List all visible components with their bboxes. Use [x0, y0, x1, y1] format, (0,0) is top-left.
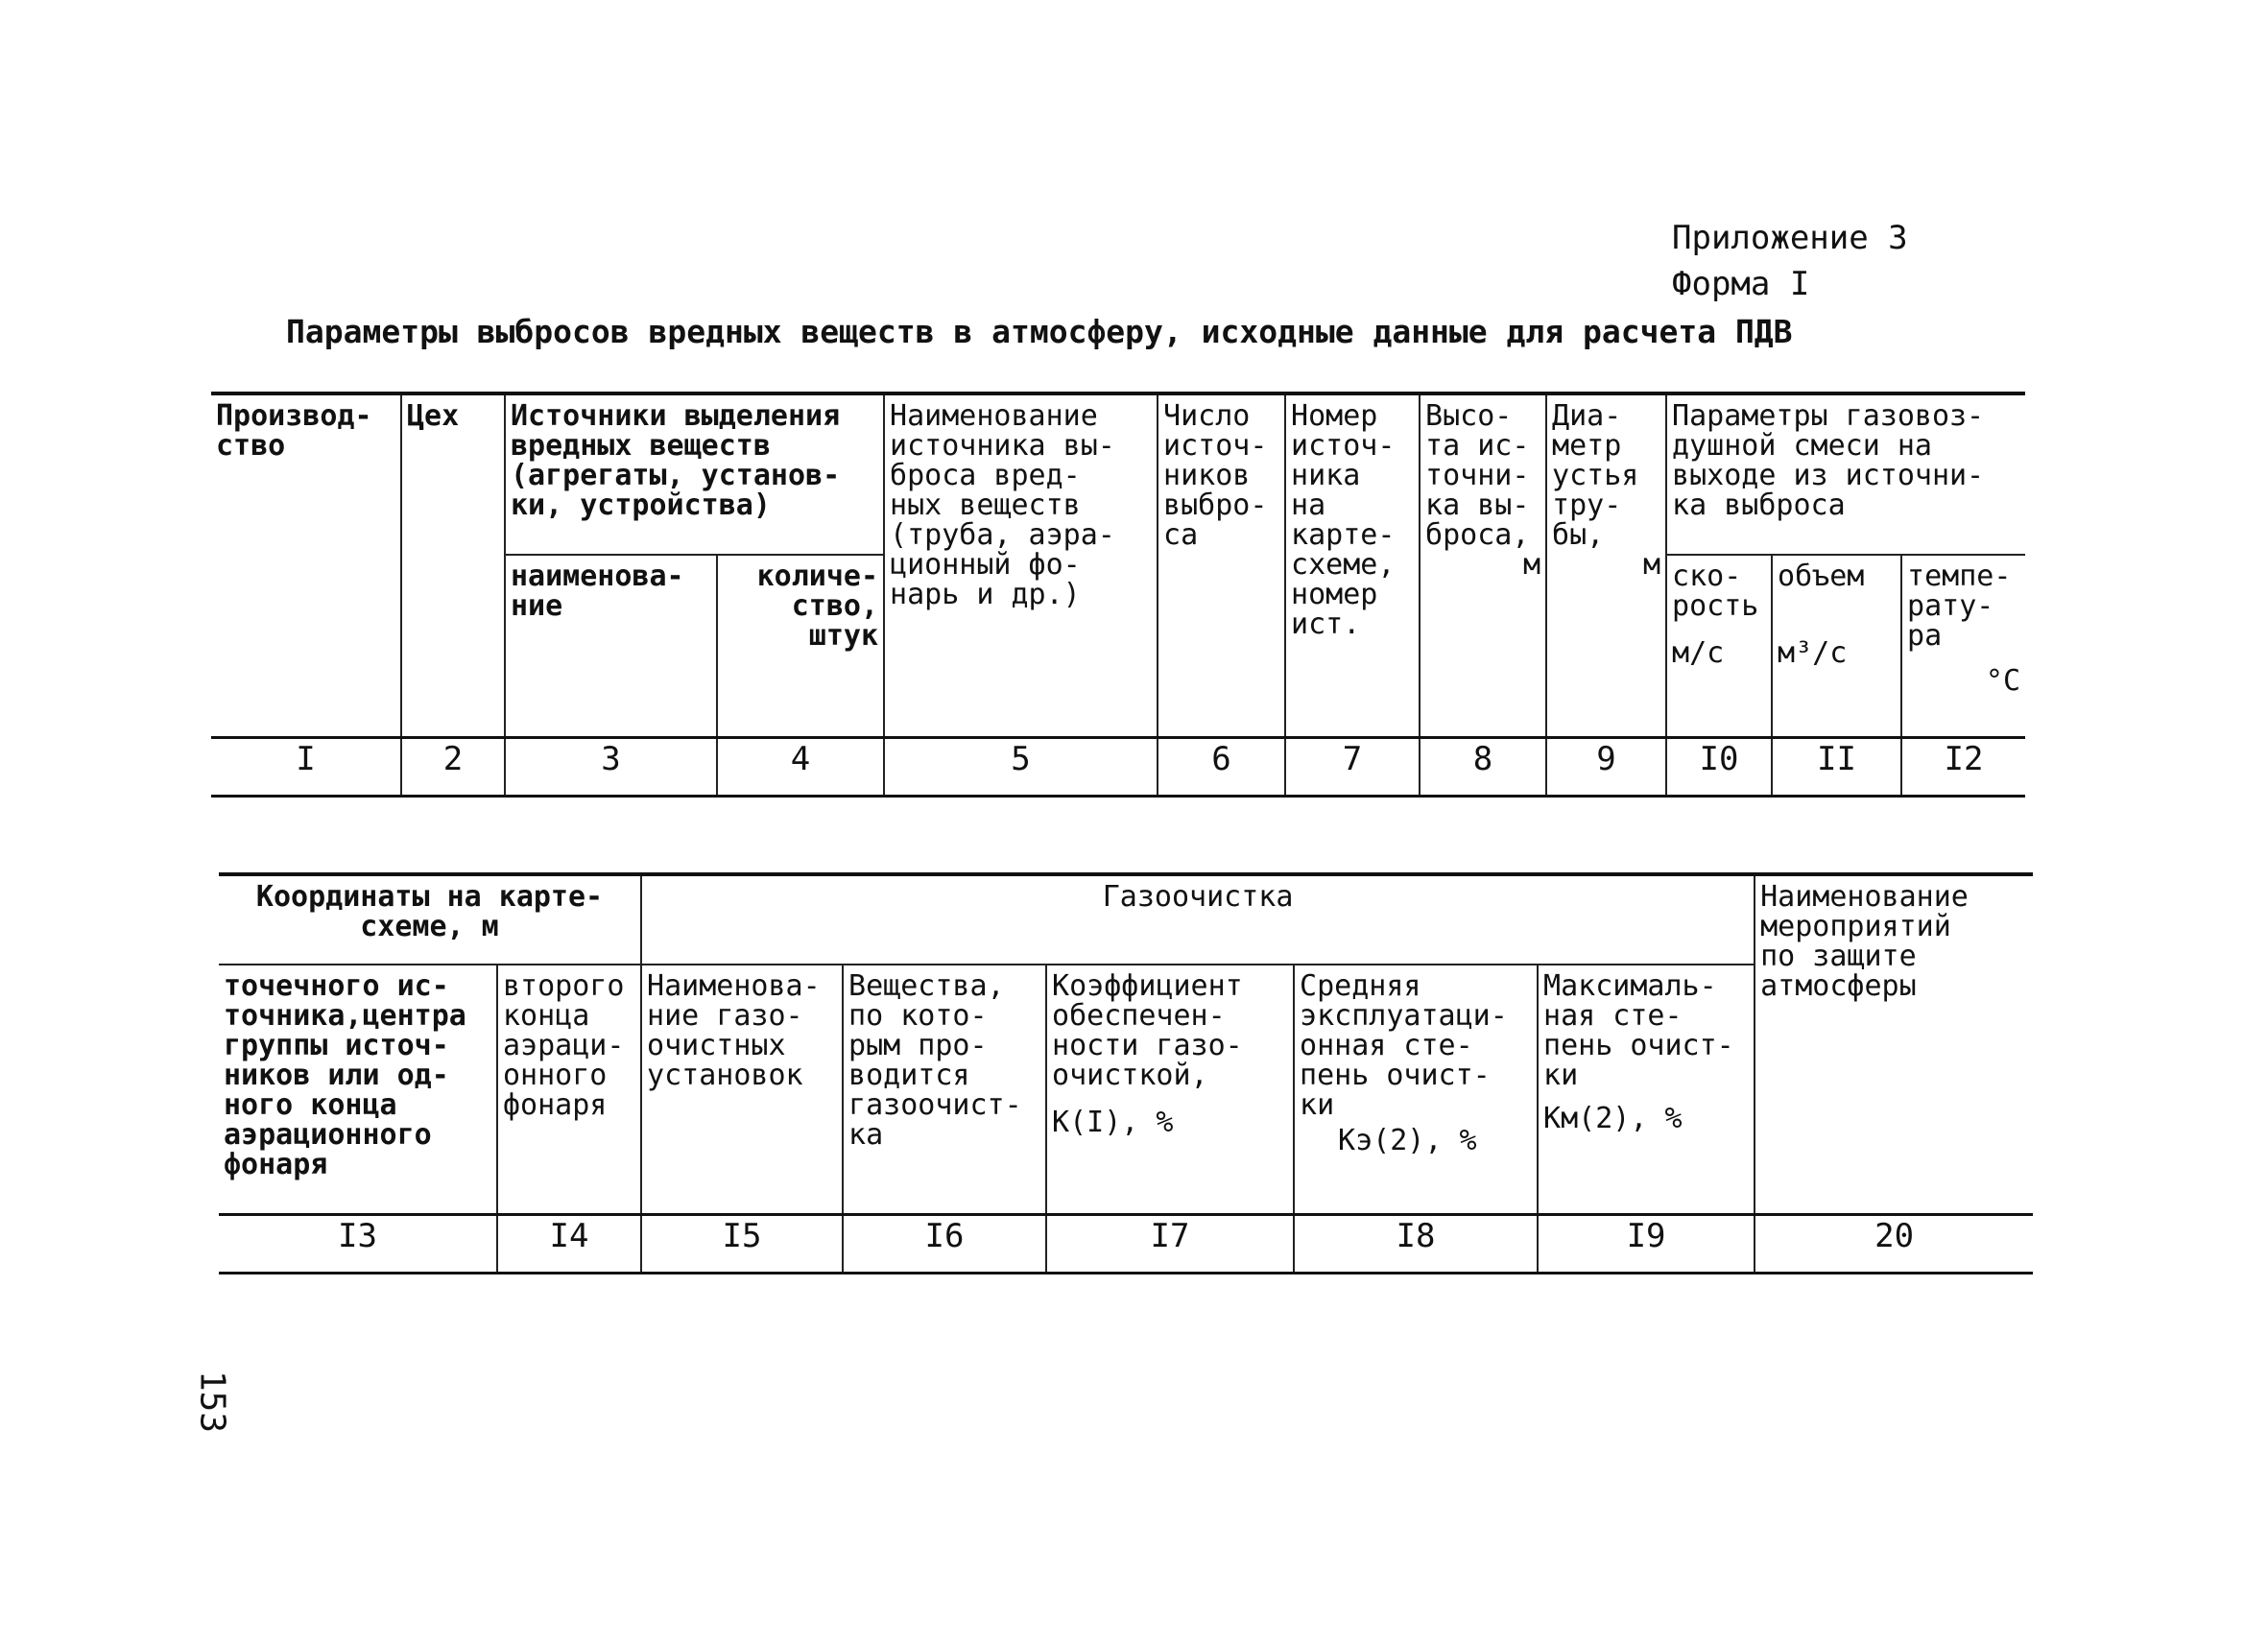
emission-parameters-table: [211, 392, 2025, 798]
header-temp: [1901, 555, 2025, 737]
header-avg-degree-text: Средняя эксплуатаци- онная сте- пень очист- ки: [1300, 969, 1508, 1122]
header-avg-degree: [1294, 965, 1538, 1214]
header-volume-unit: м³/с: [1778, 636, 1848, 670]
header-temp-text: темпе- рату- ра: [1907, 560, 2012, 653]
col-num-8: 8: [1420, 737, 1546, 796]
header-diameter-unit: м: [1642, 548, 1661, 582]
header-number-sources: Число источ- ников выбро- са: [1158, 393, 1285, 737]
header-gas-params: Параметры газовоз- душной смеси на выходе из источни- ка выброса: [1666, 393, 2025, 555]
appendix-block: [1672, 215, 1908, 307]
header-emission-source: Наименование источника вы- броса вред- ных веществ (труба, аэра- ционный фо- нарь и др.): [884, 393, 1158, 737]
header-temp-unit: °C: [1985, 664, 2021, 698]
header-height: [1420, 393, 1546, 737]
form-label: Форма I: [1672, 265, 1810, 303]
header-height-text: Высо- та ис- точни- ка вы- броса,: [1425, 399, 1530, 552]
col-num-18: I8: [1294, 1214, 1538, 1273]
col-num-19: I9: [1538, 1214, 1755, 1273]
col-num-16: I6: [843, 1214, 1046, 1273]
document-title: Параметры выбросов вредных веществ в атмосферу, исходные данные для расчета ПДВ: [286, 313, 1793, 350]
appendix-label: Приложение 3: [1672, 219, 1908, 257]
header-volume: [1772, 555, 1901, 737]
col-num-10: I0: [1666, 737, 1772, 796]
header-point-source: точечного ис- точника,центра группы источ- ников или од- ного конца аэрационного фонаря: [219, 965, 497, 1214]
col-num-2: 2: [401, 737, 505, 796]
header-avg-degree-symbol: Kэ(2), %: [1338, 1124, 1477, 1157]
col-num-7: 7: [1285, 737, 1420, 796]
header-diameter-text: Диа- метр устья тру- бы,: [1552, 399, 1639, 552]
col-num-14: I4: [497, 1214, 641, 1273]
column-numbers-row: [211, 737, 2025, 796]
header-coefficient-text: Коэффициент обеспечен- ности газо- очисткой,: [1052, 969, 1243, 1092]
header-height-unit: м: [1522, 548, 1541, 582]
header-shop: Цех: [401, 393, 505, 737]
header-production: Производ- ство: [211, 393, 401, 737]
page-number: 153: [192, 1370, 232, 1434]
col-num-13: I3: [219, 1214, 497, 1273]
header-sources-count: количе- ство, штук: [717, 555, 884, 737]
column-numbers-row-2: [219, 1214, 2033, 1273]
header-speed-text: ско- рость: [1672, 560, 1759, 623]
gas-cleaning-table: [219, 872, 2033, 1275]
header-sources: Источники выделения вредных веществ (агрегаты, установ- ки, устройства): [505, 393, 884, 555]
col-num-17: I7: [1046, 1214, 1294, 1273]
header-coefficient-symbol: K(I), %: [1052, 1106, 1174, 1139]
header-second-end: второго конца аэраци- онного фонаря: [497, 965, 641, 1214]
header-speed: [1666, 555, 1772, 737]
col-num-5: 5: [884, 737, 1158, 796]
header-map-number: Номер источ- ника на карте- схеме, номер ист.: [1285, 393, 1420, 737]
header-max-degree-text: Максималь- ная сте- пень очист- ки: [1543, 969, 1734, 1092]
col-num-9: 9: [1546, 737, 1666, 796]
col-num-12: I2: [1901, 737, 2025, 796]
header-measures: Наименование мероприятий по защите атмосферы: [1755, 874, 2033, 1214]
col-num-1: I: [211, 737, 401, 796]
header-speed-unit: м/с: [1672, 636, 1725, 670]
col-num-15: I5: [641, 1214, 843, 1273]
header-gas-cleaning: Газоочистка: [641, 874, 1755, 965]
col-num-6: 6: [1158, 737, 1285, 796]
header-coefficient: [1046, 965, 1294, 1214]
header-substances: Вещества, по кото- рым про- водится газоочист- ка: [843, 965, 1046, 1214]
header-sources-name: наименова- ние: [505, 555, 717, 737]
col-num-20: 20: [1755, 1214, 2033, 1273]
col-num-3: 3: [505, 737, 717, 796]
col-num-4: 4: [717, 737, 884, 796]
col-num-11: II: [1772, 737, 1901, 796]
header-installations: Наименова- ние газо- очистных установок: [641, 965, 843, 1214]
header-coords: Координаты на карте- схеме, м: [219, 874, 641, 965]
header-diameter: [1546, 393, 1666, 737]
header-volume-text: объем: [1778, 560, 1865, 593]
header-max-degree-symbol: Kм(2), %: [1543, 1102, 1683, 1135]
header-max-degree: [1538, 965, 1755, 1214]
